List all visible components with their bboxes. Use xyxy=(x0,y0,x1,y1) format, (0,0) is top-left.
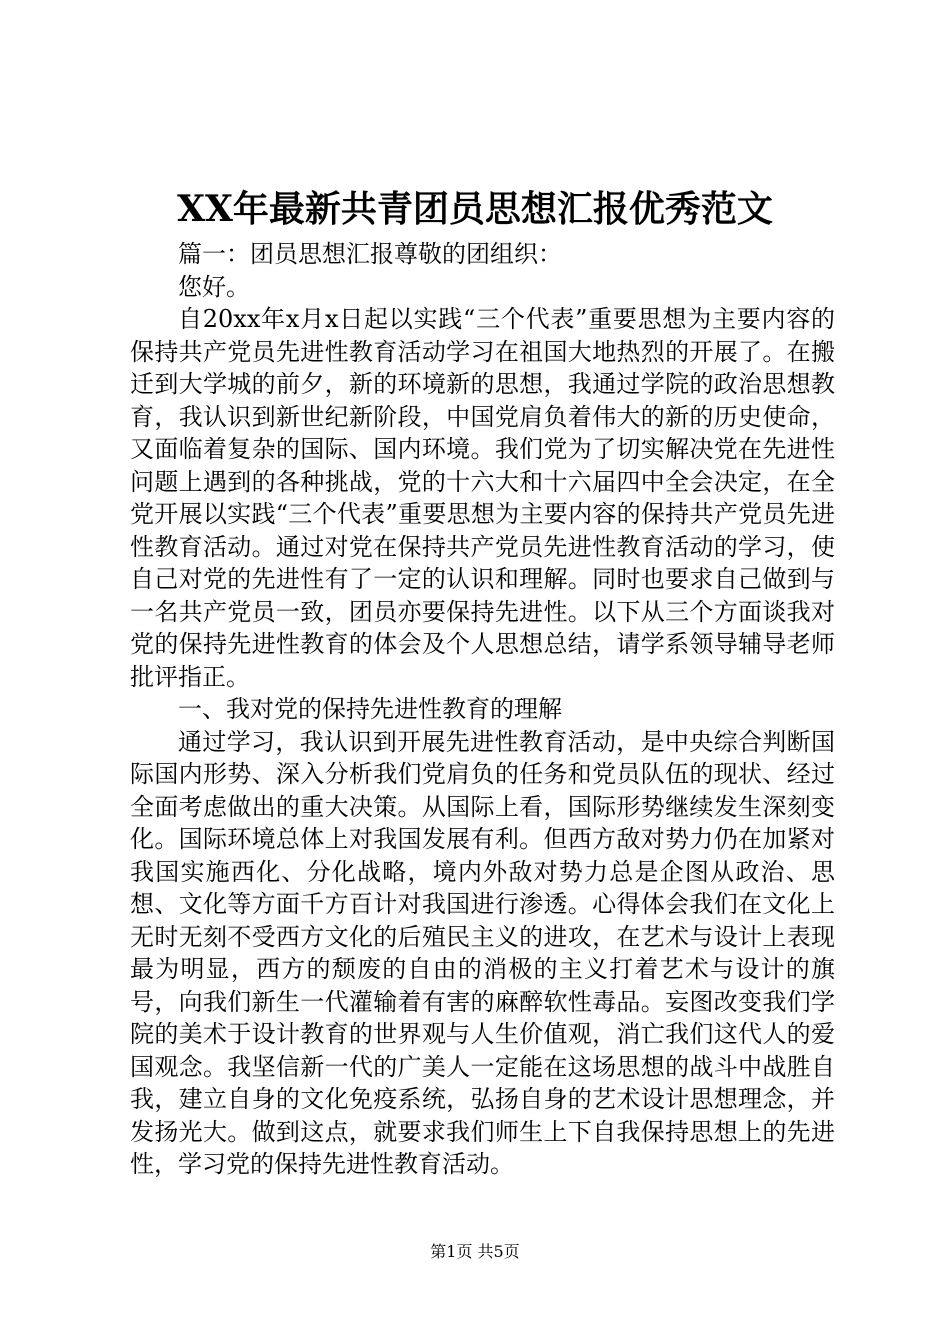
page-number-footer: 第1页 共5页 xyxy=(430,1242,520,1261)
paragraph-salutation: 您好。 xyxy=(178,272,250,301)
paragraph-section-1-body: 通过学习，我认识到开展先进性教育活动，是中央综合判断国际国内形势、深入分析我们党肩负的任务和党员队伍的现状、经过全面考虑做出的重大决策。从国际上看，国际形势继续发生深刻变化。国际环境总体上对我国发展有利。但西方敌对势力仍在加紧对我国实施西化、分化战略，境内外敌对势力总是企图从政治、思想、文化等方面千方百计对我国进行渗透。心得体会我们在文化上无时无刻不受西方文化的后殖民主义的进攻，在艺术与设计上表现最为明显，西方的颓废的自由的消极的主义打着艺术与设计的旗号，向我们新生一代灌输着有害的麻醉软性毒品。妄图改变我们学院的美术于设计教育的世界观与人生价值观，消亡我们这代人的爱国观念。我坚信新一代的广美人一定能在这场思想的战斗中战胜自我，建立自身的文化免疫系统，弘扬自身的艺术设计思想理念，并发扬光大。做到这点，就要求我们师生上下自我保持思想上的先进性，学习党的保持先进性教育活动。 xyxy=(130,727,835,1178)
paragraph-greeting-header: 篇一：团员思想汇报尊敬的团组织： xyxy=(178,240,562,268)
document-body xyxy=(130,238,835,1181)
paragraph-introduction: 自20xx年x月x日起以实践“三个代表”重要思想为主要内容的保持共产党员先进性教育活动学习在祖国大地热烈的开展了。在搬迁到大学城的前夕，新的环境新的思想，我通过学院的政治思想教育，我认识到新世纪新阶段，中国党肩负着伟大的新的历史使命，又面临着复杂的国际、国内环境。我们党为了切实解决党在先进性问题上遇到的各种挑战，党的十六大和十六届四中全会决定，在全党开展以实践“三个代表”重要思想为主要内容的保持共产党员先进性教育活动。通过对党在保持共产党员先进性教育活动的学习，使自己对党的先进性有了一定的认识和理解。同时也要求自己做到与一名共产党员一致，团员亦要保持先进性。以下从三个方面谈我对党的保持先进性教育的体会及个人思想总结，请学系领导辅导老师批评指正。 xyxy=(130,305,835,691)
section-heading-1: 一、我对党的保持先进性教育的理解 xyxy=(178,695,562,723)
document-title: XX年最新共青团员思想汇报优秀范文 xyxy=(177,188,773,230)
